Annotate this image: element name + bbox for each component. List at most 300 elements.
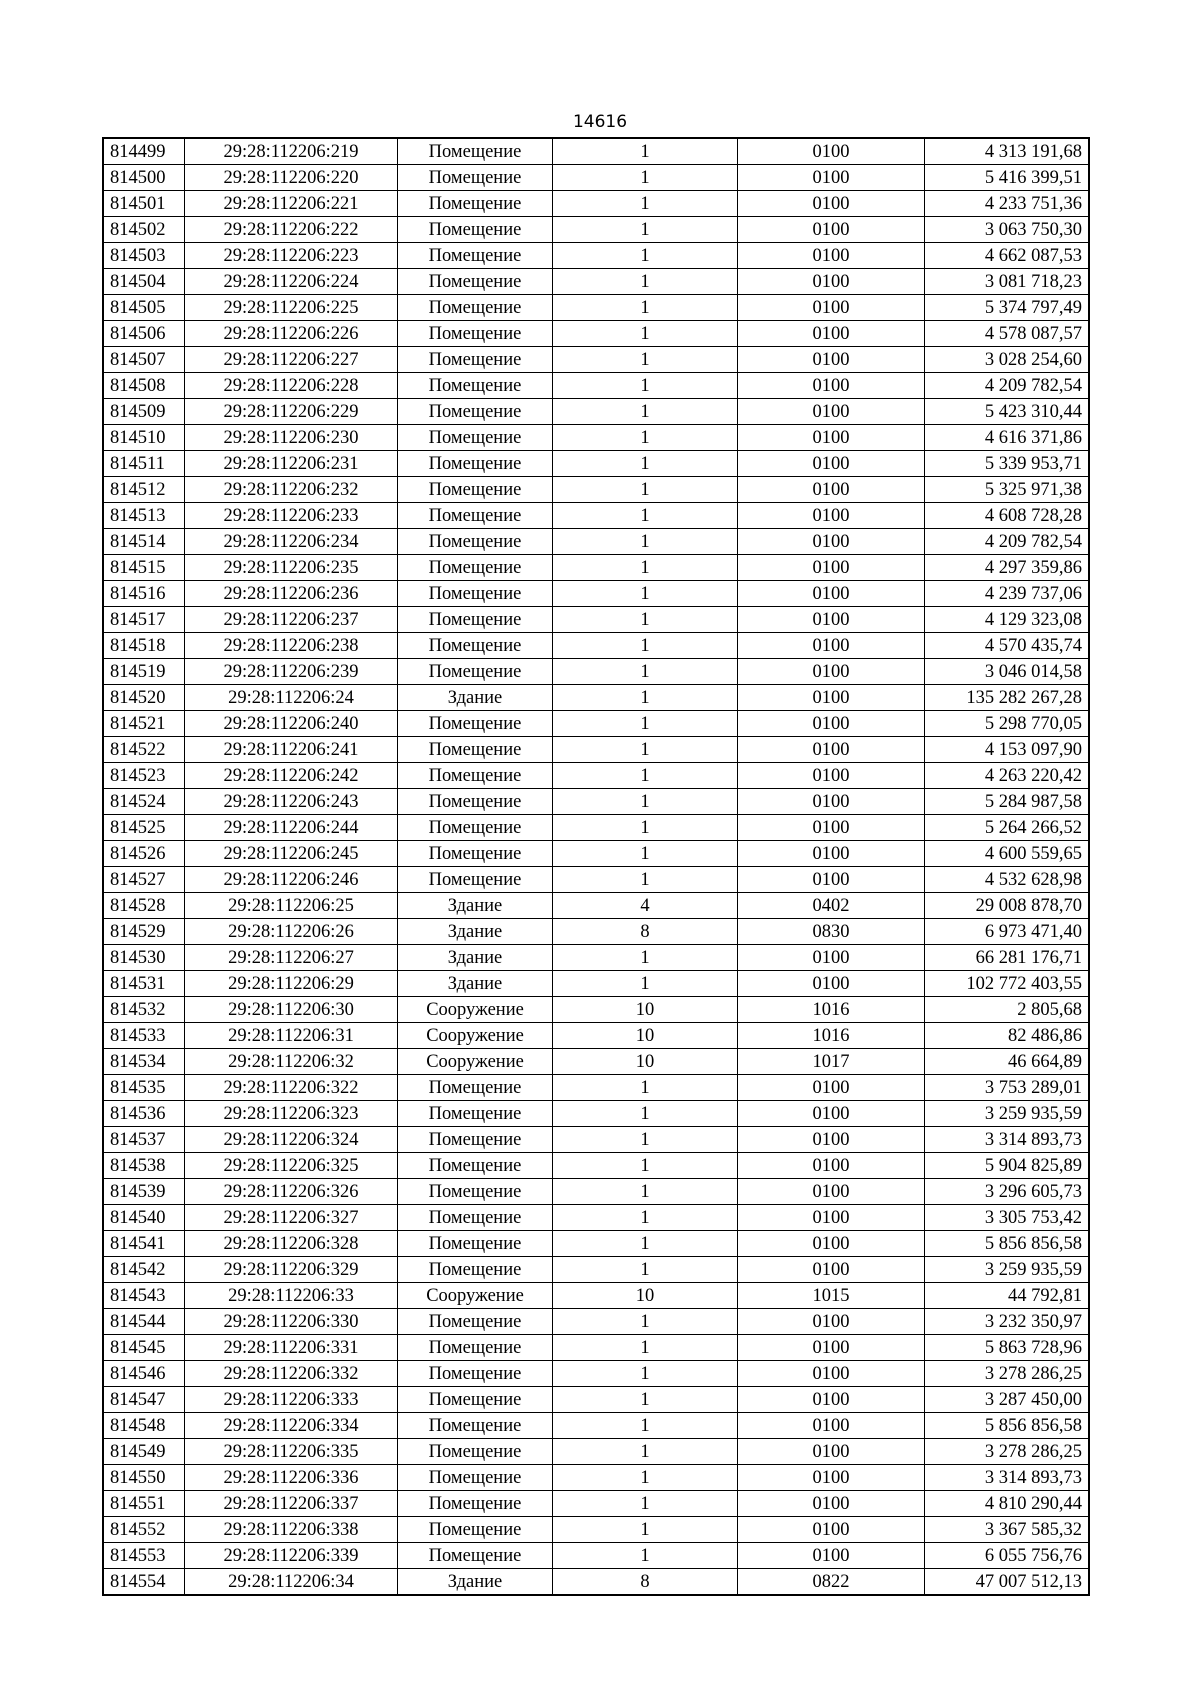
object-type-cell: Помещение	[398, 503, 553, 529]
code-cell: 0100	[738, 789, 925, 815]
cadastral-number-cell: 29:28:112206:221	[185, 191, 398, 217]
table-row	[103, 451, 1089, 477]
cadastral-value-cell: 4 209 782,54	[925, 529, 1090, 555]
object-type-cell: Помещение	[398, 1543, 553, 1569]
object-type-cell: Помещение	[398, 607, 553, 633]
cadastral-value-cell: 5 339 953,71	[925, 451, 1090, 477]
cadastral-number-cell: 29:28:112206:225	[185, 295, 398, 321]
row-id-cell: 814517	[103, 607, 185, 633]
object-type-cell: Здание	[398, 685, 553, 711]
registry-table-body	[103, 138, 1089, 1595]
cadastral-value-cell: 2 805,68	[925, 997, 1090, 1023]
cadastral-number-cell: 29:28:112206:239	[185, 659, 398, 685]
table-row	[103, 477, 1089, 503]
row-id-cell: 814539	[103, 1179, 185, 1205]
cadastral-value-cell: 3 753 289,01	[925, 1075, 1090, 1101]
table-row	[103, 1387, 1089, 1413]
object-type-cell: Сооружение	[398, 997, 553, 1023]
cadastral-value-cell: 3 028 254,60	[925, 347, 1090, 373]
row-id-cell: 814529	[103, 919, 185, 945]
table-row	[103, 399, 1089, 425]
object-type-cell: Помещение	[398, 1491, 553, 1517]
cadastral-value-cell: 6 055 756,76	[925, 1543, 1090, 1569]
code-cell: 0100	[738, 451, 925, 477]
table-row	[103, 971, 1089, 997]
table-row	[103, 867, 1089, 893]
group-cell: 1	[553, 451, 738, 477]
row-id-cell: 814510	[103, 425, 185, 451]
row-id-cell: 814534	[103, 1049, 185, 1075]
object-type-cell: Помещение	[398, 1361, 553, 1387]
object-type-cell: Помещение	[398, 243, 553, 269]
table-row	[103, 945, 1089, 971]
code-cell: 0100	[738, 1439, 925, 1465]
cadastral-number-cell: 29:28:112206:331	[185, 1335, 398, 1361]
code-cell: 0100	[738, 165, 925, 191]
object-type-cell: Помещение	[398, 1517, 553, 1543]
code-cell: 0100	[738, 243, 925, 269]
code-cell: 0100	[738, 1231, 925, 1257]
cadastral-value-cell: 5 264 266,52	[925, 815, 1090, 841]
cadastral-number-cell: 29:28:112206:27	[185, 945, 398, 971]
table-row	[103, 1179, 1089, 1205]
cadastral-value-cell: 4 616 371,86	[925, 425, 1090, 451]
table-row	[103, 997, 1089, 1023]
group-cell: 8	[553, 919, 738, 945]
code-cell: 0100	[738, 529, 925, 555]
cadastral-number-cell: 29:28:112206:335	[185, 1439, 398, 1465]
group-cell: 1	[553, 1205, 738, 1231]
object-type-cell: Здание	[398, 945, 553, 971]
object-type-cell: Здание	[398, 919, 553, 945]
row-id-cell: 814526	[103, 841, 185, 867]
table-row	[103, 243, 1089, 269]
cadastral-value-cell: 5 416 399,51	[925, 165, 1090, 191]
cadastral-number-cell: 29:28:112206:30	[185, 997, 398, 1023]
code-cell: 0100	[738, 581, 925, 607]
group-cell: 1	[553, 1075, 738, 1101]
code-cell: 1015	[738, 1283, 925, 1309]
object-type-cell: Помещение	[398, 737, 553, 763]
cadastral-number-cell: 29:28:112206:324	[185, 1127, 398, 1153]
row-id-cell: 814511	[103, 451, 185, 477]
group-cell: 1	[553, 711, 738, 737]
group-cell: 1	[553, 555, 738, 581]
table-row	[103, 529, 1089, 555]
cadastral-number-cell: 29:28:112206:245	[185, 841, 398, 867]
object-type-cell: Здание	[398, 1569, 553, 1596]
row-id-cell: 814541	[103, 1231, 185, 1257]
object-type-cell: Помещение	[398, 789, 553, 815]
code-cell: 0100	[738, 1491, 925, 1517]
code-cell: 0100	[738, 685, 925, 711]
table-row	[103, 1569, 1089, 1596]
table-row	[103, 373, 1089, 399]
group-cell: 1	[553, 1257, 738, 1283]
row-id-cell: 814551	[103, 1491, 185, 1517]
cadastral-value-cell: 4 532 628,98	[925, 867, 1090, 893]
cadastral-number-cell: 29:28:112206:328	[185, 1231, 398, 1257]
cadastral-number-cell: 29:28:112206:24	[185, 685, 398, 711]
code-cell: 0100	[738, 1517, 925, 1543]
cadastral-value-cell: 3 278 286,25	[925, 1439, 1090, 1465]
group-cell: 10	[553, 1049, 738, 1075]
code-cell: 0100	[738, 1179, 925, 1205]
table-row	[103, 321, 1089, 347]
code-cell: 0100	[738, 1075, 925, 1101]
group-cell: 1	[553, 1543, 738, 1569]
code-cell: 0100	[738, 1413, 925, 1439]
table-row	[103, 1309, 1089, 1335]
table-row	[103, 1205, 1089, 1231]
table-row	[103, 1101, 1089, 1127]
group-cell: 8	[553, 1569, 738, 1596]
object-type-cell: Помещение	[398, 1335, 553, 1361]
code-cell: 0100	[738, 1205, 925, 1231]
group-cell: 10	[553, 997, 738, 1023]
row-id-cell: 814524	[103, 789, 185, 815]
cadastral-value-cell: 3 232 350,97	[925, 1309, 1090, 1335]
cadastral-value-cell: 3 278 286,25	[925, 1361, 1090, 1387]
registry-table	[102, 137, 1090, 1596]
table-row	[103, 1543, 1089, 1569]
cadastral-value-cell: 3 081 718,23	[925, 269, 1090, 295]
object-type-cell: Помещение	[398, 373, 553, 399]
row-id-cell: 814543	[103, 1283, 185, 1309]
table-row	[103, 138, 1089, 165]
row-id-cell: 814549	[103, 1439, 185, 1465]
object-type-cell: Помещение	[398, 477, 553, 503]
table-row	[103, 763, 1089, 789]
group-cell: 1	[553, 789, 738, 815]
cadastral-value-cell: 4 153 097,90	[925, 737, 1090, 763]
cadastral-number-cell: 29:28:112206:222	[185, 217, 398, 243]
cadastral-value-cell: 4 239 737,06	[925, 581, 1090, 607]
group-cell: 1	[553, 425, 738, 451]
table-row	[103, 1049, 1089, 1075]
cadastral-number-cell: 29:28:112206:219	[185, 138, 398, 165]
group-cell: 1	[553, 1491, 738, 1517]
object-type-cell: Помещение	[398, 659, 553, 685]
object-type-cell: Помещение	[398, 1075, 553, 1101]
code-cell: 0402	[738, 893, 925, 919]
code-cell: 0822	[738, 1569, 925, 1596]
cadastral-value-cell: 44 792,81	[925, 1283, 1090, 1309]
code-cell: 0100	[738, 945, 925, 971]
cadastral-value-cell: 5 374 797,49	[925, 295, 1090, 321]
cadastral-value-cell: 4 810 290,44	[925, 1491, 1090, 1517]
table-row	[103, 581, 1089, 607]
group-cell: 1	[553, 581, 738, 607]
code-cell: 0100	[738, 659, 925, 685]
object-type-cell: Помещение	[398, 138, 553, 165]
row-id-cell: 814521	[103, 711, 185, 737]
table-row	[103, 1413, 1089, 1439]
table-row	[103, 1283, 1089, 1309]
group-cell: 1	[553, 321, 738, 347]
code-cell: 0100	[738, 321, 925, 347]
row-id-cell: 814516	[103, 581, 185, 607]
code-cell: 1016	[738, 997, 925, 1023]
table-row	[103, 893, 1089, 919]
object-type-cell: Сооружение	[398, 1283, 553, 1309]
group-cell: 1	[553, 841, 738, 867]
row-id-cell: 814554	[103, 1569, 185, 1596]
cadastral-number-cell: 29:28:112206:233	[185, 503, 398, 529]
row-id-cell: 814523	[103, 763, 185, 789]
table-row	[103, 1335, 1089, 1361]
group-cell: 4	[553, 893, 738, 919]
cadastral-number-cell: 29:28:112206:31	[185, 1023, 398, 1049]
object-type-cell: Помещение	[398, 1257, 553, 1283]
cadastral-value-cell: 5 298 770,05	[925, 711, 1090, 737]
row-id-cell: 814509	[103, 399, 185, 425]
cadastral-number-cell: 29:28:112206:229	[185, 399, 398, 425]
group-cell: 1	[553, 1387, 738, 1413]
cadastral-number-cell: 29:28:112206:232	[185, 477, 398, 503]
code-cell: 0100	[738, 1465, 925, 1491]
cadastral-value-cell: 4 662 087,53	[925, 243, 1090, 269]
table-row	[103, 711, 1089, 737]
code-cell: 0100	[738, 1309, 925, 1335]
code-cell: 0100	[738, 217, 925, 243]
cadastral-value-cell: 4 578 087,57	[925, 321, 1090, 347]
row-id-cell: 814507	[103, 347, 185, 373]
cadastral-number-cell: 29:28:112206:235	[185, 555, 398, 581]
code-cell: 0100	[738, 503, 925, 529]
object-type-cell: Сооружение	[398, 1023, 553, 1049]
cadastral-value-cell: 46 664,89	[925, 1049, 1090, 1075]
group-cell: 1	[553, 477, 738, 503]
cadastral-number-cell: 29:28:112206:243	[185, 789, 398, 815]
cadastral-number-cell: 29:28:112206:226	[185, 321, 398, 347]
cadastral-number-cell: 29:28:112206:338	[185, 1517, 398, 1543]
table-row	[103, 555, 1089, 581]
row-id-cell: 814530	[103, 945, 185, 971]
cadastral-number-cell: 29:28:112206:333	[185, 1387, 398, 1413]
cadastral-value-cell: 4 600 559,65	[925, 841, 1090, 867]
group-cell: 1	[553, 867, 738, 893]
cadastral-number-cell: 29:28:112206:325	[185, 1153, 398, 1179]
object-type-cell: Помещение	[398, 425, 553, 451]
row-id-cell: 814518	[103, 633, 185, 659]
cadastral-number-cell: 29:28:112206:242	[185, 763, 398, 789]
cadastral-number-cell: 29:28:112206:236	[185, 581, 398, 607]
object-type-cell: Помещение	[398, 1465, 553, 1491]
cadastral-value-cell: 4 313 191,68	[925, 138, 1090, 165]
page-number: 14616	[572, 112, 628, 132]
row-id-cell: 814547	[103, 1387, 185, 1413]
object-type-cell: Помещение	[398, 867, 553, 893]
object-type-cell: Помещение	[398, 555, 553, 581]
object-type-cell: Здание	[398, 893, 553, 919]
group-cell: 1	[553, 503, 738, 529]
table-row	[103, 1517, 1089, 1543]
object-type-cell: Помещение	[398, 347, 553, 373]
cadastral-number-cell: 29:28:112206:230	[185, 425, 398, 451]
cadastral-value-cell: 5 904 825,89	[925, 1153, 1090, 1179]
group-cell: 1	[553, 1465, 738, 1491]
object-type-cell: Помещение	[398, 1309, 553, 1335]
cadastral-number-cell: 29:28:112206:337	[185, 1491, 398, 1517]
cadastral-number-cell: 29:28:112206:241	[185, 737, 398, 763]
cadastral-value-cell: 5 423 310,44	[925, 399, 1090, 425]
row-id-cell: 814519	[103, 659, 185, 685]
group-cell: 1	[553, 1179, 738, 1205]
row-id-cell: 814533	[103, 1023, 185, 1049]
table-row	[103, 191, 1089, 217]
table-row	[103, 1257, 1089, 1283]
table-row	[103, 633, 1089, 659]
code-cell: 0100	[738, 477, 925, 503]
object-type-cell: Помещение	[398, 165, 553, 191]
row-id-cell: 814501	[103, 191, 185, 217]
group-cell: 1	[553, 1231, 738, 1257]
row-id-cell: 814525	[103, 815, 185, 841]
cadastral-value-cell: 47 007 512,13	[925, 1569, 1090, 1596]
cadastral-value-cell: 66 281 176,71	[925, 945, 1090, 971]
code-cell: 0100	[738, 1387, 925, 1413]
cadastral-value-cell: 3 259 935,59	[925, 1101, 1090, 1127]
code-cell: 0830	[738, 919, 925, 945]
row-id-cell: 814506	[103, 321, 185, 347]
code-cell: 0100	[738, 841, 925, 867]
object-type-cell: Помещение	[398, 451, 553, 477]
row-id-cell: 814527	[103, 867, 185, 893]
cadastral-value-cell: 29 008 878,70	[925, 893, 1090, 919]
cadastral-value-cell: 4 263 220,42	[925, 763, 1090, 789]
code-cell: 0100	[738, 971, 925, 997]
cadastral-number-cell: 29:28:112206:25	[185, 893, 398, 919]
code-cell: 0100	[738, 607, 925, 633]
object-type-cell: Здание	[398, 971, 553, 997]
table-row	[103, 269, 1089, 295]
table-row	[103, 1465, 1089, 1491]
cadastral-number-cell: 29:28:112206:336	[185, 1465, 398, 1491]
object-type-cell: Сооружение	[398, 1049, 553, 1075]
table-row	[103, 1127, 1089, 1153]
cadastral-value-cell: 5 856 856,58	[925, 1231, 1090, 1257]
group-cell: 1	[553, 1335, 738, 1361]
table-row	[103, 685, 1089, 711]
cadastral-number-cell: 29:28:112206:339	[185, 1543, 398, 1569]
cadastral-number-cell: 29:28:112206:246	[185, 867, 398, 893]
cadastral-value-cell: 5 325 971,38	[925, 477, 1090, 503]
row-id-cell: 814508	[103, 373, 185, 399]
object-type-cell: Помещение	[398, 1179, 553, 1205]
cadastral-number-cell: 29:28:112206:244	[185, 815, 398, 841]
cadastral-value-cell: 3 063 750,30	[925, 217, 1090, 243]
object-type-cell: Помещение	[398, 321, 553, 347]
group-cell: 1	[553, 685, 738, 711]
object-type-cell: Помещение	[398, 191, 553, 217]
cadastral-number-cell: 29:28:112206:223	[185, 243, 398, 269]
table-row	[103, 425, 1089, 451]
row-id-cell: 814528	[103, 893, 185, 919]
row-id-cell: 814515	[103, 555, 185, 581]
cadastral-value-cell: 4 129 323,08	[925, 607, 1090, 633]
cadastral-number-cell: 29:28:112206:228	[185, 373, 398, 399]
cadastral-number-cell: 29:28:112206:33	[185, 1283, 398, 1309]
cadastral-value-cell: 3 314 893,73	[925, 1465, 1090, 1491]
code-cell: 0100	[738, 399, 925, 425]
cadastral-number-cell: 29:28:112206:240	[185, 711, 398, 737]
group-cell: 1	[553, 347, 738, 373]
row-id-cell: 814542	[103, 1257, 185, 1283]
code-cell: 0100	[738, 1335, 925, 1361]
group-cell: 1	[553, 138, 738, 165]
row-id-cell: 814536	[103, 1101, 185, 1127]
table-row	[103, 295, 1089, 321]
cadastral-number-cell: 29:28:112206:238	[185, 633, 398, 659]
cadastral-value-cell: 3 314 893,73	[925, 1127, 1090, 1153]
group-cell: 1	[553, 1127, 738, 1153]
table-row	[103, 347, 1089, 373]
code-cell: 0100	[738, 815, 925, 841]
table-row	[103, 503, 1089, 529]
code-cell: 0100	[738, 347, 925, 373]
cadastral-number-cell: 29:28:112206:26	[185, 919, 398, 945]
code-cell: 0100	[738, 191, 925, 217]
row-id-cell: 814550	[103, 1465, 185, 1491]
table-row	[103, 165, 1089, 191]
group-cell: 1	[553, 971, 738, 997]
object-type-cell: Помещение	[398, 1231, 553, 1257]
code-cell: 0100	[738, 1153, 925, 1179]
cadastral-number-cell: 29:28:112206:326	[185, 1179, 398, 1205]
cadastral-value-cell: 135 282 267,28	[925, 685, 1090, 711]
object-type-cell: Помещение	[398, 1439, 553, 1465]
code-cell: 0100	[738, 867, 925, 893]
object-type-cell: Помещение	[398, 217, 553, 243]
code-cell: 0100	[738, 763, 925, 789]
code-cell: 0100	[738, 737, 925, 763]
group-cell: 1	[553, 945, 738, 971]
object-type-cell: Помещение	[398, 295, 553, 321]
row-id-cell: 814499	[103, 138, 185, 165]
table-row	[103, 1491, 1089, 1517]
row-id-cell: 814500	[103, 165, 185, 191]
group-cell: 1	[553, 815, 738, 841]
code-cell: 0100	[738, 1257, 925, 1283]
cadastral-value-cell: 4 608 728,28	[925, 503, 1090, 529]
group-cell: 1	[553, 191, 738, 217]
row-id-cell: 814531	[103, 971, 185, 997]
group-cell: 1	[553, 1439, 738, 1465]
object-type-cell: Помещение	[398, 711, 553, 737]
table-row	[103, 659, 1089, 685]
cadastral-number-cell: 29:28:112206:327	[185, 1205, 398, 1231]
group-cell: 1	[553, 217, 738, 243]
cadastral-number-cell: 29:28:112206:29	[185, 971, 398, 997]
row-id-cell: 814502	[103, 217, 185, 243]
table-row	[103, 841, 1089, 867]
group-cell: 1	[553, 269, 738, 295]
row-id-cell: 814512	[103, 477, 185, 503]
cadastral-number-cell: 29:28:112206:322	[185, 1075, 398, 1101]
row-id-cell: 814537	[103, 1127, 185, 1153]
row-id-cell: 814504	[103, 269, 185, 295]
code-cell: 0100	[738, 295, 925, 321]
cadastral-number-cell: 29:28:112206:332	[185, 1361, 398, 1387]
object-type-cell: Помещение	[398, 815, 553, 841]
table-row	[103, 607, 1089, 633]
row-id-cell: 814546	[103, 1361, 185, 1387]
code-cell: 0100	[738, 711, 925, 737]
row-id-cell: 814535	[103, 1075, 185, 1101]
table-row	[103, 1439, 1089, 1465]
object-type-cell: Помещение	[398, 529, 553, 555]
